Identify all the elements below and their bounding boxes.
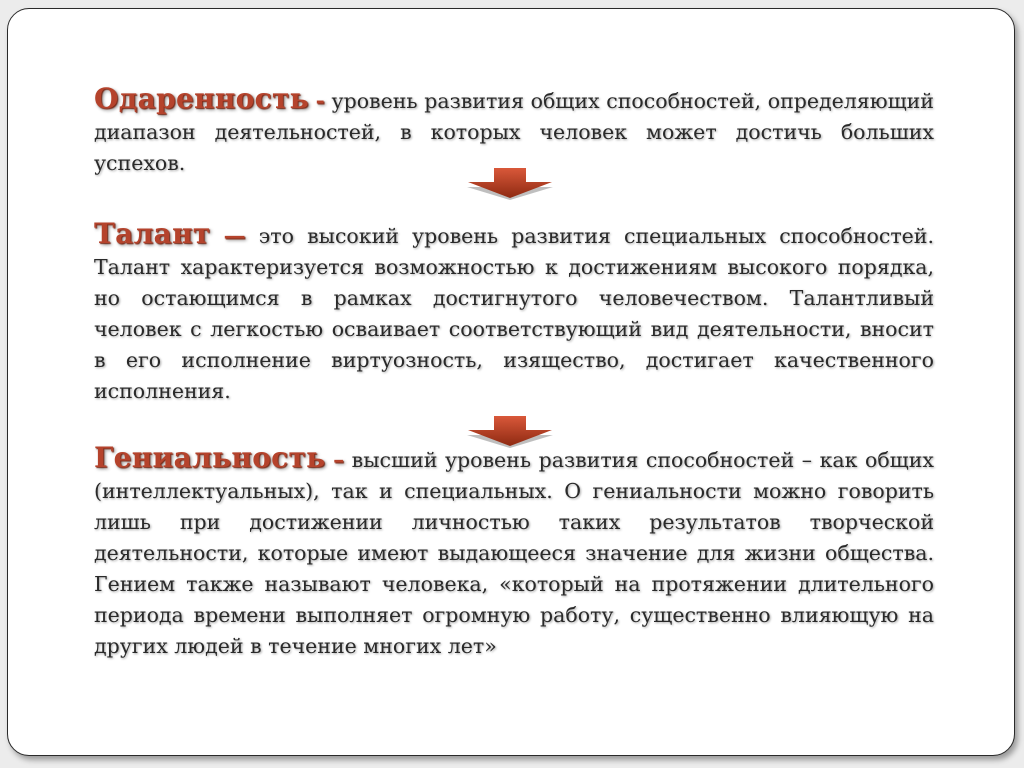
term-dash: — <box>223 223 246 249</box>
term-dash: – <box>333 447 345 473</box>
term-talent: Талант <box>94 217 211 250</box>
term-giftedness: Одаренность <box>94 82 309 115</box>
definition-genius: высший уровень развития способностей – как общих (интеллектуальных), так и специальных. О гениальности можно говорить лишь при достижении личностью таких результатов творческой деятельности, которые имеют выдающееся значение для жизни общества. Гением также называют человека, «который на протяжении длительного периода времени выполняет огромную работу, существенно влияющую на других людей в течение многих лет» <box>94 448 934 658</box>
paragraph-giftedness <box>94 83 934 179</box>
paragraph-talent <box>94 218 934 407</box>
slide <box>7 8 1015 756</box>
definition-giftedness: уровень развития общих способностей, определяющий диапазон деятельностей, в которых человек может достичь больших успехов. <box>94 89 934 175</box>
term-dash: - <box>315 88 325 114</box>
down-arrow-icon <box>464 166 556 202</box>
definition-talent: это высокий уровень развития специальных способностей. Талант характеризуется возможностью к достижениям высокого порядка, но остающимся в рамках достигнутого человечеством. Талантливый человек с легкостью осваивает соответствующий вид деятельности, вносит в его исполнение виртуозность, изящество, достигает качественного исполнения. <box>94 224 934 403</box>
paragraph-genius <box>94 442 934 662</box>
term-genius: Гениальность <box>94 441 326 474</box>
